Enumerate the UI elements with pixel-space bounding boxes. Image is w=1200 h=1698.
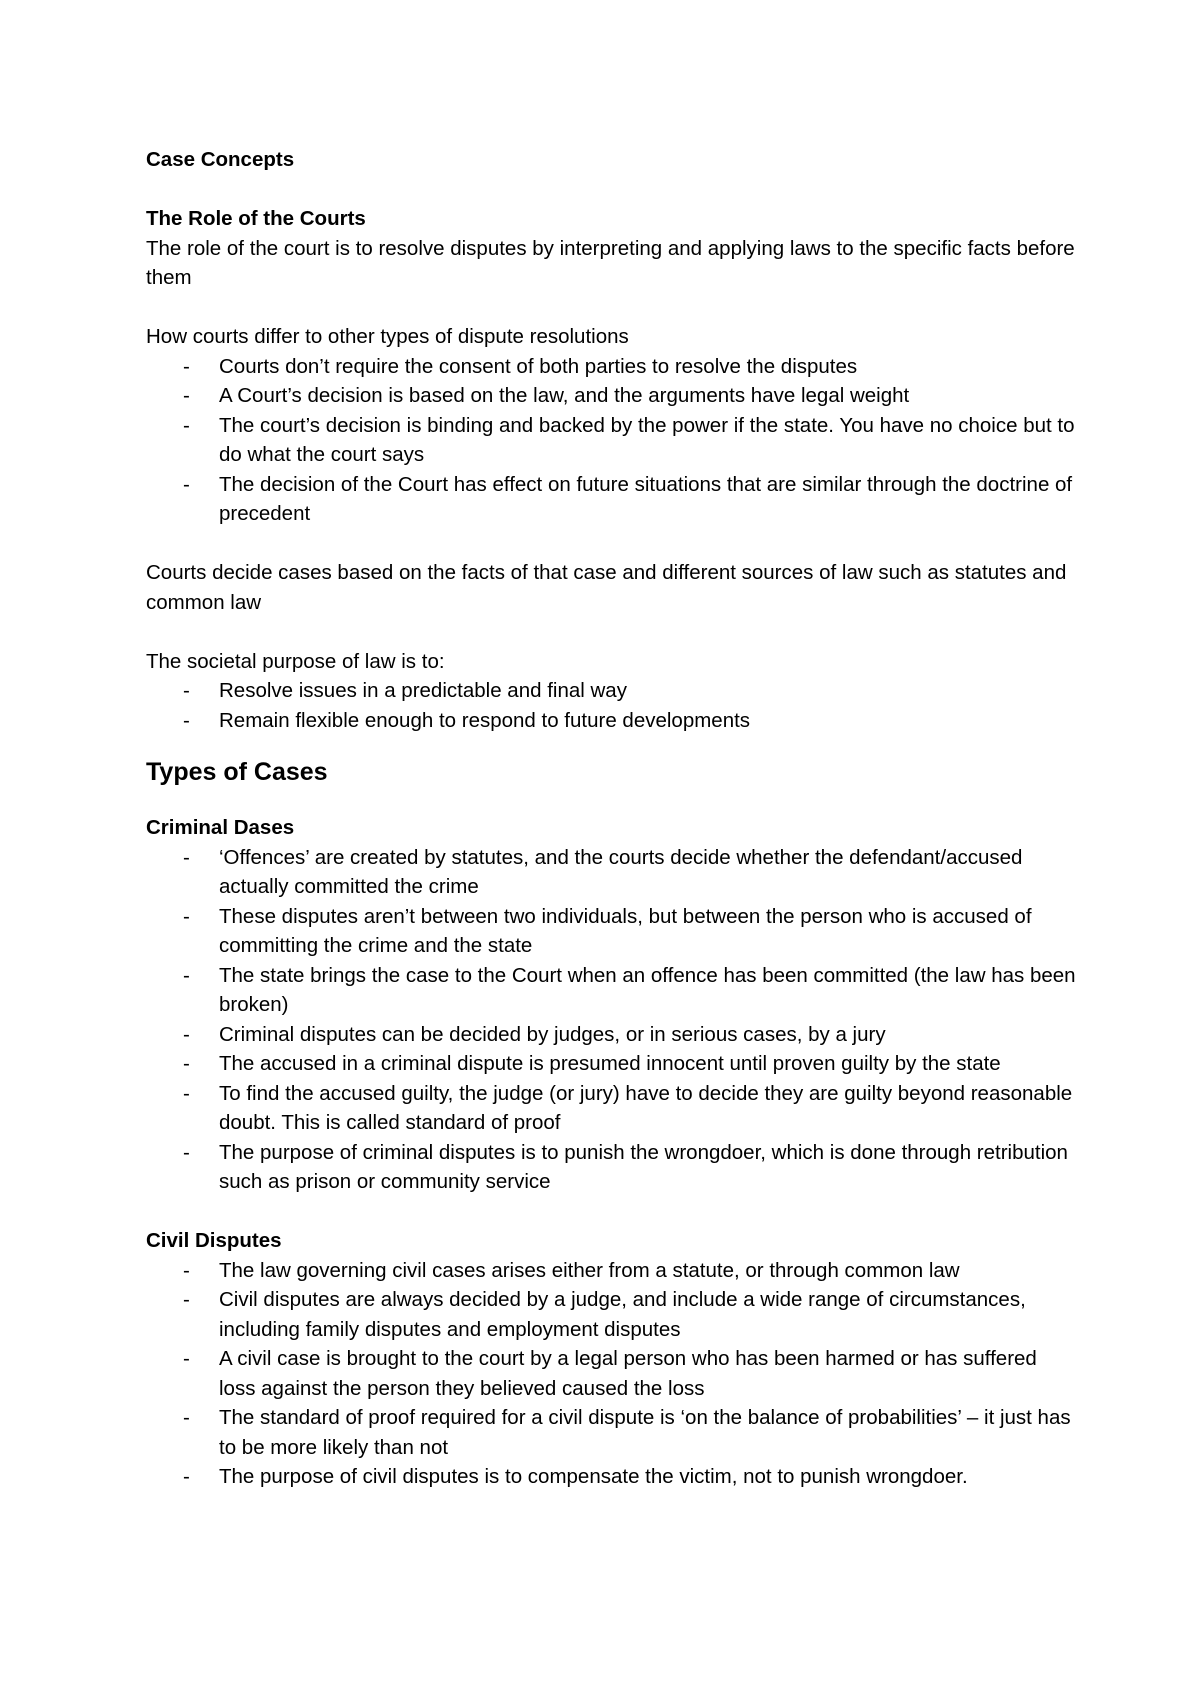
dash-bullet: -	[183, 963, 190, 987]
list-item	[146, 470, 1076, 529]
dash-bullet: -	[183, 708, 190, 732]
list-item	[146, 411, 1076, 470]
purpose-list	[146, 676, 1076, 735]
role-heading: The Role of the Courts	[146, 207, 366, 230]
list-item	[146, 1049, 1076, 1079]
document-title: Case Concepts	[146, 148, 295, 171]
dash-bullet: -	[183, 679, 190, 702]
list-item-text: To find the accused guilty, the judge (or jury) have to decide they are guilty beyond reasonable doubt. This is called standard of proof	[219, 1081, 1073, 1134]
dash-bullet: -	[183, 472, 190, 496]
list-item	[146, 352, 1076, 382]
dash-bullet: -	[183, 1052, 190, 1075]
differ-lead: How courts differ to other types of dispute resolutions	[146, 325, 629, 348]
list-item	[146, 1138, 1076, 1197]
list-item-text: The standard of proof required for a civil dispute is ‘on the balance of probabilities’ – it just has to be more likely than not	[219, 1406, 1071, 1459]
dash-bullet: -	[183, 413, 190, 437]
list-item	[146, 1403, 1076, 1462]
list-item	[146, 1256, 1076, 1286]
spacer	[146, 529, 1076, 559]
list-item-text: The court’s decision is binding and backed by the power if the state. You have no choice but to do what the court says	[219, 413, 1075, 466]
list-item-text: Remain flexible enough to respond to future developments	[219, 708, 751, 732]
list-item-text: Resolve issues in a predictable and final way	[219, 679, 627, 702]
dash-bullet: -	[183, 845, 190, 869]
spacer	[146, 175, 1076, 205]
list-item-text: The law governing civil cases arises either from a statute, or through common law	[219, 1258, 960, 1282]
role-intro: The role of the court is to resolve disputes by interpreting and applying laws to the specific facts before them	[146, 236, 1075, 289]
list-item-text: A Court’s decision is based on the law, and the arguments have legal weight	[219, 384, 910, 407]
dash-bullet: -	[183, 904, 190, 928]
list-item	[146, 706, 1076, 736]
list-item-text: The decision of the Court has effect on future situations that are similar through the doctrine of precedent	[219, 472, 1073, 525]
list-item	[146, 1344, 1076, 1403]
purpose-lead: The societal purpose of law is to:	[146, 649, 445, 673]
list-item-text: A civil case is brought to the court by a legal person who has been harmed or has suffered loss against the person they believed caused the loss	[219, 1347, 1037, 1400]
dash-bullet: -	[183, 354, 190, 378]
criminal-heading: Criminal Dases	[146, 816, 295, 839]
list-item	[146, 1285, 1076, 1344]
list-item-text: The purpose of criminal disputes is to punish the wrongdoer, which is done through retribution such as prison or community service	[219, 1140, 1068, 1193]
spacer	[146, 617, 1076, 647]
list-item-text: These disputes aren’t between two individuals, but between the person who is accused of committing the crime and the state	[219, 904, 1032, 957]
list-item	[146, 961, 1076, 1020]
list-item	[146, 1079, 1076, 1138]
decide-paragraph: Courts decide cases based on the facts of that case and different sources of law such as statutes and common law	[146, 561, 1067, 614]
list-item	[146, 676, 1076, 706]
list-item-text: Civil disputes are always decided by a judge, and include a wide range of circumstances, including family disputes and employment disputes	[219, 1288, 1026, 1341]
dash-bullet: -	[183, 1347, 190, 1370]
list-item-text: Courts don’t require the consent of both parties to resolve the disputes	[219, 354, 858, 378]
spacer	[146, 1197, 1076, 1227]
dash-bullet: -	[183, 1465, 190, 1488]
list-item-text: The accused in a criminal dispute is presumed innocent until proven guilty by the state	[219, 1052, 1001, 1075]
list-item	[146, 1020, 1076, 1050]
dash-bullet: -	[183, 1022, 190, 1046]
list-item	[146, 843, 1076, 902]
dash-bullet: -	[183, 1288, 190, 1311]
list-item-text: Criminal disputes can be decided by judges, or in serious cases, by a jury	[219, 1022, 886, 1046]
criminal-list	[146, 843, 1076, 1197]
list-item	[146, 902, 1076, 961]
list-item	[146, 381, 1076, 411]
differ-list	[146, 352, 1076, 529]
list-item	[146, 1462, 1076, 1492]
spacer	[146, 293, 1076, 323]
document-page	[146, 145, 1076, 1492]
spacer	[146, 789, 1076, 813]
list-item-text: The state brings the case to the Court when an offence has been committed (the law has been broken)	[219, 963, 1076, 1016]
types-heading: Types of Cases	[146, 758, 328, 786]
civil-heading: Civil Disputes	[146, 1229, 282, 1252]
dash-bullet: -	[183, 1258, 190, 1282]
dash-bullet: -	[183, 1081, 190, 1105]
dash-bullet: -	[183, 384, 190, 407]
dash-bullet: -	[183, 1406, 190, 1429]
list-item-text: The purpose of civil disputes is to compensate the victim, not to punish wrongdoer.	[219, 1465, 968, 1488]
dash-bullet: -	[183, 1140, 190, 1164]
list-item-text: ‘Offences’ are created by statutes, and the courts decide whether the defendant/accused actually committed the crime	[219, 845, 1023, 898]
civil-list	[146, 1256, 1076, 1492]
